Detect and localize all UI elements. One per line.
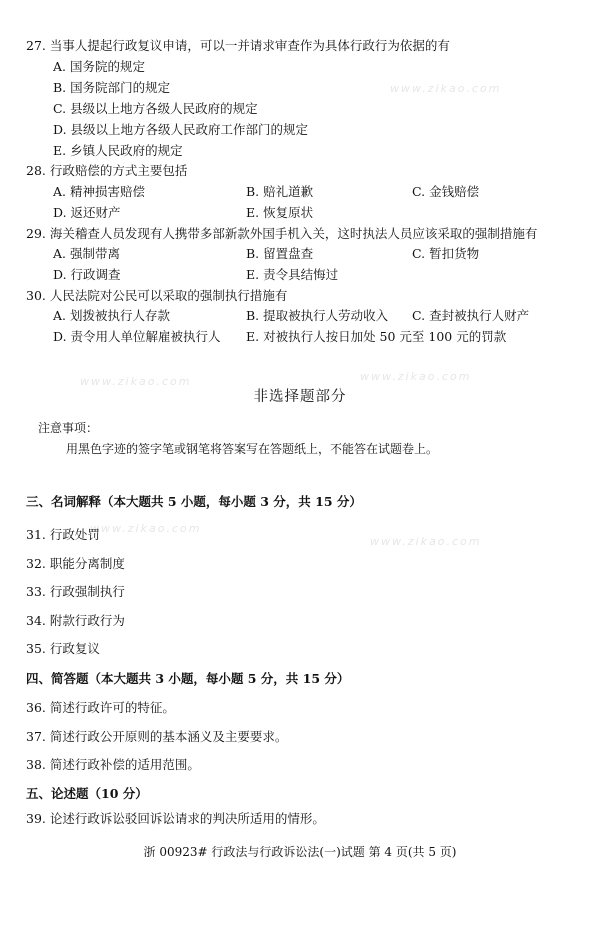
question-30-stem: 30. 人民法院对公民可以采取的强制执行措施有	[26, 288, 288, 303]
question-28-option-d: D. 返还财产	[53, 205, 121, 220]
question-27-option-e: E. 乡镇人民政府的规定	[53, 143, 183, 158]
question-27-option-d: D. 县级以上地方各级人民政府工作部门的规定	[53, 122, 309, 137]
section-4-title: 四、简答题（本大题共 3 小题，每小题 5 分，共 15 分）	[26, 671, 350, 686]
question-30-option-a: A. 划拨被执行人存款	[53, 308, 170, 323]
question-37: 37. 简述行政公开原则的基本涵义及主要要求。	[26, 729, 288, 744]
question-29-option-a: A. 强制带离	[53, 246, 120, 261]
watermark: www.zikao.com	[90, 522, 202, 535]
question-32: 32. 职能分离制度	[26, 556, 125, 571]
question-27-option-b: B. 国务院部门的规定	[53, 80, 171, 95]
question-38: 38. 简述行政补偿的适用范围。	[26, 757, 200, 772]
question-34: 34. 附款行政行为	[26, 613, 125, 628]
question-29-option-c: C. 暂扣货物	[412, 246, 480, 261]
question-30-option-c: C. 查封被执行人财产	[412, 308, 530, 323]
question-31: 31. 行政处罚	[26, 527, 100, 542]
question-28-option-c: C. 金钱赔偿	[412, 184, 480, 199]
question-27-option-c: C. 县级以上地方各级人民政府的规定	[53, 101, 258, 116]
question-28-option-b: B. 赔礼道歉	[246, 184, 314, 199]
section-5-title: 五、论述题（10 分）	[26, 786, 148, 801]
question-28-option-a: A. 精神损害赔偿	[53, 184, 145, 199]
watermark: www.zikao.com	[370, 535, 482, 548]
watermark: www.zikao.com	[390, 82, 502, 95]
question-27-stem: 27. 当事人提起行政复议申请，可以一并请求审查作为具体行政行为依据的有	[26, 38, 450, 53]
question-39: 39. 论述行政诉讼驳回诉讼请求的判决所适用的情形。	[26, 811, 325, 826]
question-35: 35. 行政复议	[26, 641, 100, 656]
question-28-option-e: E. 恢复原状	[246, 205, 314, 220]
question-36: 36. 简述行政许可的特征。	[26, 700, 175, 715]
question-33: 33. 行政强制执行	[26, 584, 125, 599]
page-footer: 浙 00923# 行政法与行政诉讼法(一)试题 第 4 页(共 5 页)	[143, 845, 457, 859]
question-30-option-e: E. 对被执行人按日加处 50 元至 100 元的罚款	[246, 329, 507, 344]
watermark: www.zikao.com	[80, 375, 192, 388]
watermark: www.zikao.com	[360, 370, 472, 383]
question-29-stem: 29. 海关稽查人员发现有人携带多部新款外国手机入关，这时执法人员应该采取的强制措施有	[26, 226, 538, 241]
question-30-option-b: B. 提取被执行人劳动收入	[246, 308, 389, 323]
question-30-option-d: D. 责令用人单位解雇被执行人	[53, 329, 221, 344]
question-29-option-b: B. 留置盘查	[246, 246, 314, 261]
question-29-option-d: D. 行政调查	[53, 267, 121, 282]
notice-body: 用黑色字迹的签字笔或钢笔将答案写在答题纸上，不能答在试题卷上。	[66, 442, 439, 456]
notice-title: 注意事项：	[38, 421, 99, 435]
question-29-option-e: E. 责令具结悔过	[246, 267, 339, 282]
question-28-stem: 28. 行政赔偿的方式主要包括	[26, 163, 188, 178]
non-choice-heading: 非选择题部分	[253, 389, 347, 405]
question-27-option-a: A. 国务院的规定	[53, 59, 145, 74]
section-3-title: 三、名词解释（本大题共 5 小题，每小题 3 分，共 15 分）	[26, 494, 362, 509]
